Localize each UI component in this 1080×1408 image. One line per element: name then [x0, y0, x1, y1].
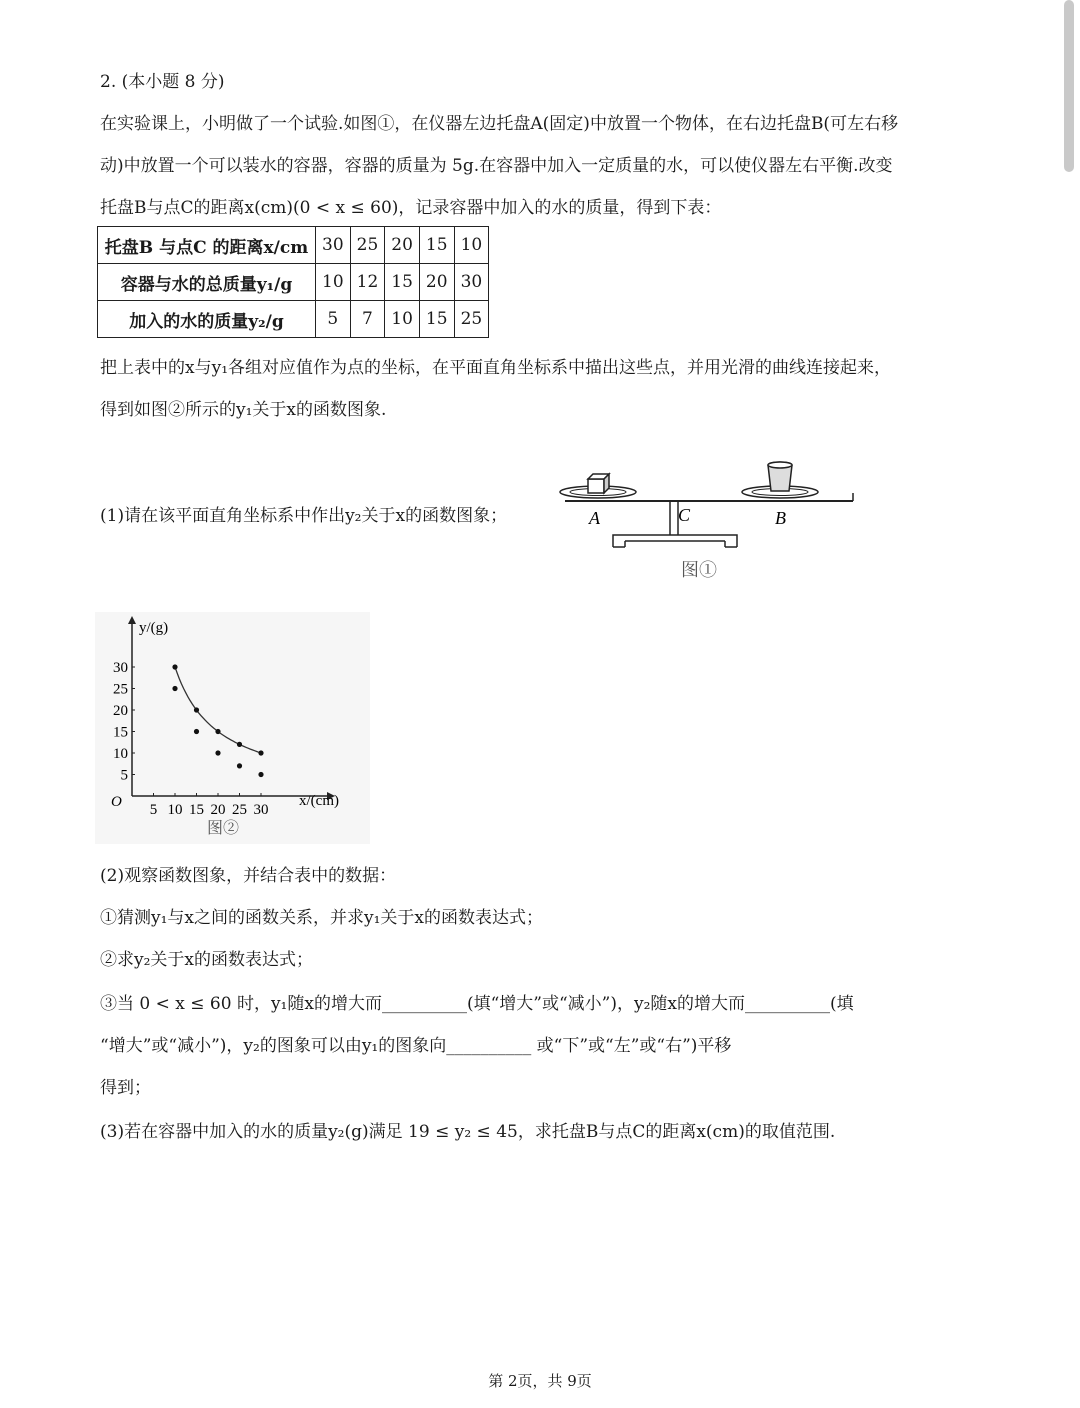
table-row	[98, 301, 489, 338]
series-y2-point	[194, 729, 199, 734]
table-cell: 25	[350, 227, 385, 264]
label-a: A	[589, 508, 600, 528]
question-title: 2. (本小题 8 分)	[100, 72, 225, 92]
table-cell: 30	[454, 264, 489, 301]
part3-text: (3)若在容器中加入的水的质量y₂(g)满足 19 ≤ y₂ ≤ 45，求托盘B与点C的距离x(cm)的取值范围.	[100, 1122, 836, 1142]
intro-line-3: 托盘B与点C的距离x(cm)(0 < x ≤ 60)，记录容器中加入的水的质量，得到下表：	[100, 198, 722, 218]
part2-intro: (2)观察函数图象，并结合表中的数据：	[100, 866, 397, 886]
part2-q1: ①猜测y₁与x之间的函数关系，并求y₁关于x的函数表达式；	[100, 908, 544, 928]
y-tick-label: 20	[113, 703, 128, 719]
series-y2-point	[172, 686, 177, 691]
origin-label: O	[111, 794, 122, 810]
series-y2-point	[215, 750, 220, 755]
table-row	[98, 227, 489, 264]
label-c: C	[678, 505, 691, 525]
table-row-label: 托盘B 与点C 的距离x/cm	[98, 227, 316, 264]
x-tick-label: 20	[210, 802, 226, 818]
series-y1-point	[172, 664, 177, 669]
cube-object	[588, 474, 609, 493]
y-tick-label: 30	[113, 660, 128, 676]
part2-q3-line2: “增大”或“减小”)，y₂的图象可以由y₁的图象向__________ 或“下”或“左”或“右”)平移	[100, 1036, 732, 1056]
series-y1-point	[258, 750, 263, 755]
table-cell: 20	[419, 264, 454, 301]
figure-2-caption: 图②	[207, 820, 240, 837]
y-tick-label: 5	[120, 767, 128, 784]
part2-q2: ②求y₂关于x的函数表达式；	[100, 950, 314, 970]
part1-text: (1)请在该平面直角坐标系中作出y₂关于x的函数图象；	[100, 506, 508, 526]
table-cell: 10	[454, 227, 489, 264]
table-cell: 30	[316, 227, 351, 264]
data-table	[97, 226, 489, 338]
y-axis-label: y/(g)	[139, 620, 169, 636]
figure-1-balance	[555, 455, 865, 585]
x-tick-label: 25	[232, 802, 247, 818]
series-y1-point	[194, 707, 199, 712]
x-tick-label: 30	[253, 802, 269, 818]
page-footer: 第 2页，共 9页	[488, 1372, 592, 1390]
x-tick-label: 15	[189, 802, 204, 818]
part2-q3-line3: 得到；	[100, 1078, 151, 1098]
table-row	[98, 264, 489, 301]
table-cell: 12	[350, 264, 385, 301]
x-tick-label: 10	[167, 802, 183, 818]
series-y1-point	[215, 729, 220, 734]
table-cell: 20	[385, 227, 420, 264]
table-row-label: 加入的水的质量y₂/g	[98, 301, 316, 338]
table-cell: 10	[385, 301, 420, 338]
table-cell: 15	[419, 227, 454, 264]
x-axis-label: x/(cm)	[299, 793, 339, 809]
table-cell: 10	[316, 264, 351, 301]
after-table-line-2: 得到如图②所示的y₁关于x的函数图象.	[100, 400, 387, 420]
figure-1-caption: 图①	[681, 560, 717, 580]
table-cell: 5	[316, 301, 351, 338]
figure-2-chart	[95, 612, 370, 844]
intro-line-1: 在实验课上，小明做了一个试验.如图①，在仪器左边托盘A(固定)中放置一个物体，在右边托盘B(可左右移	[100, 114, 899, 134]
table-cell: 7	[350, 301, 385, 338]
table-cell: 15	[419, 301, 454, 338]
cup-container	[768, 462, 792, 491]
series-y1-point	[237, 742, 242, 747]
label-b: B	[775, 508, 786, 528]
y-tick-label: 25	[113, 681, 128, 698]
table-cell: 15	[385, 264, 420, 301]
scrollbar[interactable]	[1064, 0, 1074, 172]
after-table-line-1: 把上表中的x与y₁各组对应值作为点的坐标，在平面直角坐标系中描出这些点，并用光滑的曲线连接起来，	[100, 358, 892, 378]
series-y2-point	[237, 763, 242, 768]
table-cell: 25	[454, 301, 489, 338]
y-tick-label: 15	[113, 724, 128, 741]
x-tick-label: 5	[149, 802, 158, 818]
y-tick-label: 10	[113, 746, 128, 762]
part2-q3-line1: ③当 0 < x ≤ 60 时，y₁随x的增大而__________(填“增大”或“减小”)，y₂随x的增大而__________(填	[100, 994, 854, 1014]
series-y2-point	[258, 772, 263, 777]
table-row-label: 容器与水的总质量y₁/g	[98, 264, 316, 301]
intro-line-2: 动)中放置一个可以装水的容器，容器的质量为 5g.在容器中加入一定质量的水，可以使仪器左右平衡.改变	[100, 156, 893, 176]
